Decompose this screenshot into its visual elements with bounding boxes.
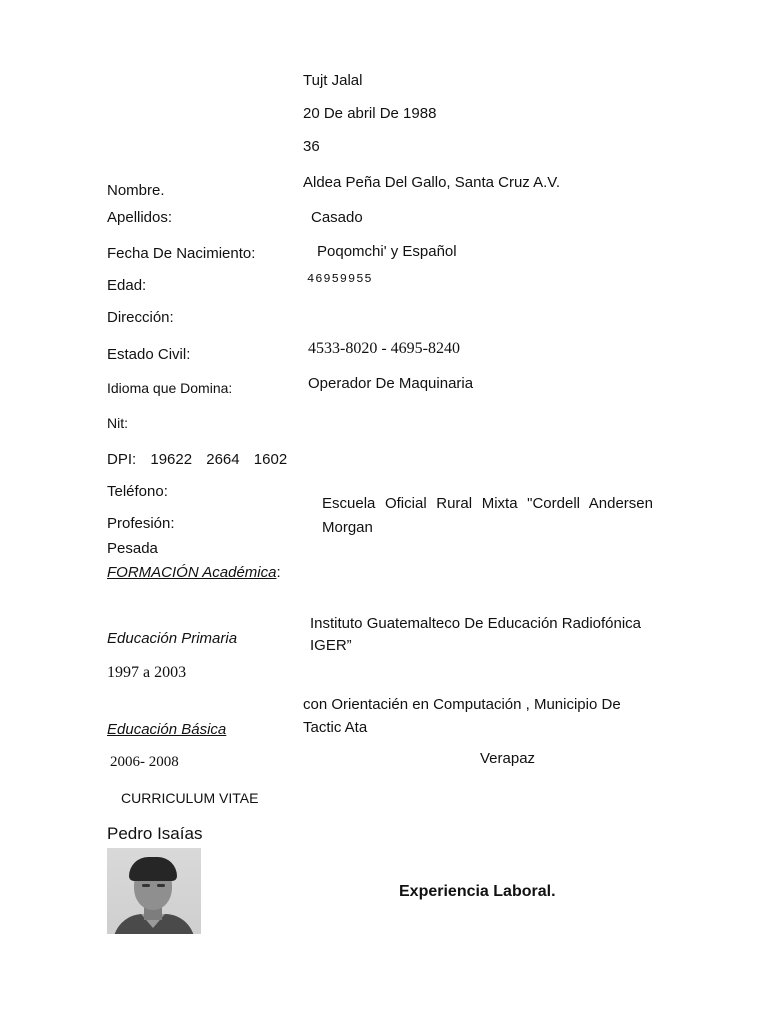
basica-years: 2006- 2008: [110, 754, 179, 770]
value-apellidos: Tujt Jalal: [303, 72, 363, 89]
document-title: CURRICULUM VITAE: [121, 790, 259, 806]
value-orientacion: con Orientacién en Computación , Municipio De Tactic Ata: [303, 696, 621, 736]
formacion-colon: :: [276, 564, 281, 581]
value-estado-civil: Casado: [311, 209, 363, 226]
dpi-part-1: 19622: [150, 451, 193, 468]
value-verapaz: Verapaz: [480, 750, 536, 767]
label-estado-civil: Estado Civil:: [107, 346, 191, 363]
value-fecha-nacimiento: 20 De abril De 1988: [303, 105, 437, 122]
dpi-line: [107, 451, 297, 469]
label-educacion-primaria: Educación Primaria: [107, 630, 238, 647]
label-telefono: Teléfono:: [107, 483, 168, 500]
dpi-part-3: 1602: [253, 451, 288, 468]
label-nombre: Nombre.: [107, 182, 165, 199]
value-edad: 36: [303, 138, 320, 155]
label-fecha-nacimiento: Fecha De Nacimiento:: [107, 245, 256, 262]
label-nit: Nit:: [107, 415, 128, 431]
person-name: Pedro Isaías: [107, 824, 203, 843]
value-profesion: Operador De Maquinaria: [308, 375, 474, 392]
formacion-heading: FORMACIÓN Académica: [107, 564, 277, 581]
experiencia-heading: Experiencia Laboral.: [399, 883, 556, 900]
label-dpi: DPI:: [107, 451, 137, 468]
value-nit: 46959955: [307, 272, 373, 286]
value-idioma: Poqomchi' y Español: [317, 243, 457, 260]
dpi-part-2: 2664: [206, 451, 240, 468]
label-edad: Edad:: [107, 277, 147, 294]
label-idioma: Idioma que Domina:: [107, 380, 233, 396]
value-instituto-basica: Instituto Guatemalteco De Educación Radiofónica IGER”: [310, 615, 642, 654]
person-photo: [107, 848, 201, 934]
label-direccion: Dirección:: [107, 309, 174, 326]
label-pesada: Pesada: [107, 540, 158, 557]
label-apellidos: Apellidos:: [107, 209, 173, 226]
value-telefono: 4533-8020 - 4695-8240: [308, 340, 460, 357]
label-profesion: Profesión:: [107, 515, 175, 532]
section-formacion: [107, 564, 281, 582]
label-educacion-basica: Educación Básica: [107, 721, 227, 738]
primaria-years: 1997 a 2003: [107, 664, 187, 681]
value-direccion: Aldea Peña Del Gallo, Santa Cruz A.V.: [303, 174, 561, 191]
value-escuela-primaria: Escuela Oficial Rural Mixta "Cordell Andersen Morgan: [322, 495, 653, 536]
